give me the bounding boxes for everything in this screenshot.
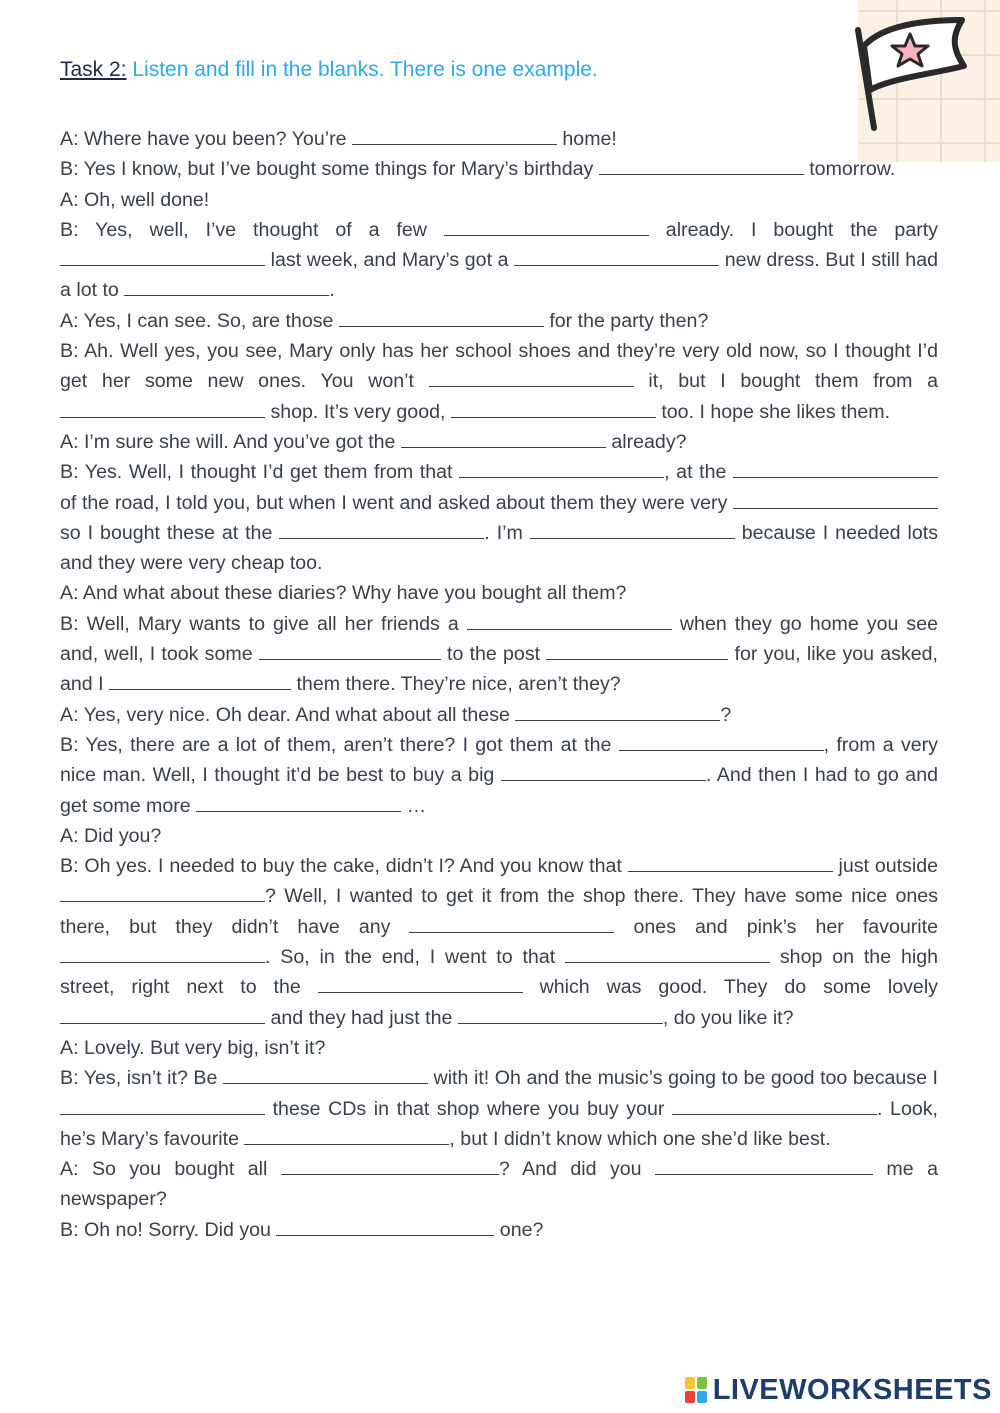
dialogue-text-segment: shop. It’s very good, — [265, 400, 451, 423]
answer-blank[interactable] — [352, 126, 557, 145]
dialogue-line: B: Yes, isn’t it? Be with it! Oh and the music’s going to be good too because I these CDs in that shop where you buy your . Look, he’s Mary’s favourite , but I didn’t know which one she’d like best. — [60, 1067, 938, 1150]
dialogue-text-segment: … — [401, 794, 427, 817]
speaker-label: B — [60, 158, 74, 181]
answer-blank[interactable] — [459, 459, 664, 478]
dialogue-line: B: Well, Mary wants to give all her friends a when they go home you see and, well, I took some to the post for you, like you asked, and I them there. They’re nice, aren’t they? — [60, 612, 938, 696]
speaker-label: A — [60, 128, 74, 150]
answer-blank[interactable] — [60, 247, 265, 266]
dialogue-line: B: Oh no! Sorry. Did you one? — [60, 1218, 544, 1241]
answer-blank[interactable] — [619, 732, 824, 751]
answer-blank[interactable] — [599, 156, 804, 175]
dialogue-text-segment: to the post — [440, 643, 547, 666]
speaker-label: B — [60, 1218, 74, 1241]
dialogue-text-segment: me a newspaper? — [60, 1158, 938, 1211]
answer-blank[interactable] — [409, 914, 614, 933]
dialogue-line: A: I’m sure she will. And you’ve got the already? — [60, 430, 687, 453]
answer-blank[interactable] — [276, 1217, 494, 1236]
dialogue-line: B: Yes, there are a lot of them, aren’t there? I got them at the , from a very nice man. Well, I thought it’d be best to buy a big . And then I had to go and get some more … — [60, 733, 938, 817]
brand-logo — [685, 1373, 992, 1407]
answer-blank[interactable] — [60, 883, 265, 902]
speaker-label: A — [60, 1158, 74, 1181]
answer-blank[interactable] — [281, 1156, 499, 1175]
dialogue-line: A: Oh, well done! — [60, 188, 210, 211]
answer-blank[interactable] — [60, 1005, 265, 1024]
dialogue-text-segment: them there. They’re nice, aren’t they? — [291, 673, 621, 696]
dialogue-text-segment: just outside — [832, 855, 938, 878]
dialogue-text-segment: already? — [605, 430, 687, 453]
dialogue-text-segment: , from a very nice man. Well, I thought it’d be best to buy a big — [60, 733, 938, 787]
dialogue-text-segment: . Look, he’s Mary’s favourite — [60, 1097, 938, 1150]
dialogue-text-segment: Yes, isn’t it? Be — [83, 1067, 223, 1090]
dialogue-text-segment: with it! Oh and the music’s going to be good too because I — [427, 1067, 938, 1090]
dialogue-text-segment: so I bought these at the — [60, 521, 280, 544]
dialogue-line: B: Yes, well, I’ve thought of a few already. I bought the party last week, and Mary’s got a new dress. But I still had a lot to . — [60, 218, 938, 302]
dialogue-text-segment: and they had just the — [265, 1006, 458, 1029]
dialogue-text-segment: So you bought all — [91, 1158, 281, 1181]
dialogue-text-segment: Yes, I can see. So, are those — [83, 309, 339, 332]
answer-blank[interactable] — [444, 217, 649, 236]
dialogue-text-segment: when they go home you see and, well, I took some — [60, 612, 938, 666]
dialogue-text-segment: Yes, well, I’ve thought of a few — [95, 218, 444, 241]
speaker-label: A — [60, 582, 74, 605]
answer-blank[interactable] — [530, 520, 735, 539]
answer-blank[interactable] — [196, 793, 401, 812]
dialogue-text-segment: of the road, I told you, but when I went and asked about them they were very — [60, 491, 733, 514]
speaker-label: A — [60, 1036, 74, 1059]
answer-blank[interactable] — [339, 308, 544, 327]
answer-blank[interactable] — [546, 641, 728, 660]
dialogue-text-segment: ? Well, I wanted to get it from the shop there. They have some nice ones there, but they didn’t have any — [60, 885, 938, 938]
dialogue-text-segment: . — [329, 279, 335, 302]
dialogue-line: A: So you bought all ? And did you me a newspaper? — [60, 1158, 938, 1211]
dialogue-text-segment: for you, like you asked, and I — [60, 643, 938, 696]
answer-blank[interactable] — [60, 399, 265, 418]
speaker-label: A — [60, 430, 74, 453]
answer-blank[interactable] — [109, 671, 291, 690]
answer-blank[interactable] — [60, 944, 265, 963]
dialogue-text — [60, 124, 938, 1245]
dialogue-text-segment: Yes I know, but I’ve bought some things for Mary’s birthday — [83, 158, 599, 181]
task-instruction: Listen and fill in the blanks. There is one example. — [126, 58, 598, 81]
task-label: Task 2: — [60, 58, 127, 81]
speaker-label: B — [60, 218, 74, 241]
answer-blank[interactable] — [733, 459, 938, 478]
answer-blank[interactable] — [259, 641, 441, 660]
dialogue-line: B: Yes. Well, I thought I’d get them from that , at the of the road, I told you, but when I went and asked about them they were very so I bought these at the . I’m because I needed lots and they were very cheap too. — [60, 461, 939, 575]
answer-blank[interactable] — [60, 1096, 265, 1115]
answer-blank[interactable] — [501, 762, 706, 781]
dialogue-text-segment: tomorrow. — [803, 158, 896, 181]
dialogue-text-segment: I’m sure she will. And you’ve got the — [83, 430, 401, 453]
dialogue-text-segment: ? — [720, 703, 732, 726]
dialogue-line: B: Yes I know, but I’ve bought some things for Mary’s birthday tomorrow. — [60, 158, 896, 181]
dialogue-text-segment: shop on the high street, right next to the — [60, 946, 938, 999]
dialogue-text-segment: last week, and Mary’s got a — [265, 249, 515, 272]
liveworksheets-logo-icon — [685, 1377, 707, 1403]
answer-blank[interactable] — [733, 490, 938, 509]
dialogue-line: A: And what about these diaries? Why have you bought all them? — [60, 582, 627, 605]
answer-blank[interactable] — [515, 702, 720, 721]
speaker-label: B — [60, 855, 74, 878]
answer-blank[interactable] — [672, 1096, 877, 1115]
speaker-label: B — [60, 461, 74, 484]
dialogue-text-segment: And what about these diaries? Why have you bought all them? — [82, 582, 627, 605]
dialogue-text-segment: Well, Mary wants to give all her friends a — [86, 612, 467, 635]
dialogue-text-segment: Yes, there are a lot of them, aren’t there? I got them at the — [85, 733, 619, 756]
dialogue-text-segment: , but I didn’t know which one she’d like best. — [449, 1127, 831, 1150]
speaker-label: B — [60, 340, 74, 363]
dialogue-text-segment: Ah. Well yes, you see, Mary only has her school shoes and they’re very old now, so I thought I’d get her some new ones. You won’t — [60, 340, 938, 393]
dialogue-text-segment: which was good. They do some lovely — [522, 976, 938, 999]
dialogue-text-segment: ? And did you — [498, 1158, 655, 1181]
answer-blank[interactable] — [451, 399, 656, 418]
answer-blank[interactable] — [655, 1156, 873, 1175]
dialogue-text-segment: . And then I had to go and get some more — [60, 764, 938, 817]
task-heading — [60, 58, 598, 82]
brand-name: LIVEWORKSHEETS — [712, 1373, 992, 1406]
dialogue-text-segment: . So, in the end, I went to that — [265, 946, 566, 969]
dialogue-text-segment: Yes. Well, I thought I’d get them from that — [84, 461, 460, 484]
answer-blank[interactable] — [223, 1065, 428, 1084]
answer-blank[interactable] — [244, 1126, 449, 1145]
dialogue-text-segment: Oh, well done! — [83, 188, 210, 211]
answer-blank[interactable] — [458, 1005, 663, 1024]
answer-blank[interactable] — [279, 520, 484, 539]
dialogue-line: A: Lovely. But very big, isn’t it? — [60, 1036, 326, 1059]
dialogue-text-segment: , do you like it? — [662, 1006, 794, 1029]
dialogue-line: A: Where have you been? You’re home! — [60, 128, 617, 150]
dialogue-text-segment: Yes, very nice. Oh dear. And what about all these — [83, 703, 516, 726]
dialogue-text-segment: Oh no! Sorry. Did you — [83, 1218, 277, 1241]
answer-blank[interactable] — [318, 974, 523, 993]
dialogue-text-segment: Did you? — [83, 824, 162, 847]
dialogue-line: B: Oh yes. I needed to buy the cake, didn’t I? And you know that just outside ? Well, I wanted to get it from the shop there. They have some nice ones there, but they didn’t have any ones and pink’s her favourite . So, in the end, I went to that shop on the high street, right next to the which was good. They do some lovely and they had just the , do you like it? — [60, 855, 938, 1029]
dialogue-text-segment: . I’m — [484, 521, 530, 544]
answer-blank[interactable] — [124, 277, 329, 296]
speaker-label: A — [60, 309, 74, 332]
dialogue-text-segment: already. I bought the party — [648, 218, 938, 241]
dialogue-text-segment: Where have you been? You’re — [83, 128, 352, 150]
speaker-label: A — [60, 188, 74, 211]
dialogue-text-segment: these CDs in that shop where you buy your — [265, 1097, 673, 1120]
speaker-label: A — [60, 703, 74, 726]
dialogue-text-segment: Lovely. But very big, isn’t it? — [83, 1036, 326, 1059]
dialogue-text-segment: new dress. But I still had a lot to — [60, 249, 938, 302]
answer-blank[interactable] — [628, 853, 833, 872]
answer-blank[interactable] — [514, 247, 719, 266]
dialogue-text-segment: Oh yes. I needed to buy the cake, didn’t I? And you know that — [84, 855, 628, 878]
dialogue-text-segment: it, but I bought them from a — [633, 370, 939, 393]
answer-blank[interactable] — [467, 611, 672, 630]
speaker-label: B — [60, 1067, 74, 1090]
speaker-label: B — [60, 612, 74, 635]
dialogue-text-segment: ones and pink’s her favourite — [614, 915, 938, 938]
dialogue-text-segment: for the party then? — [543, 309, 709, 332]
dialogue-text-segment: too. I hope she likes them. — [655, 400, 891, 423]
dialogue-line: B: Ah. Well yes, you see, Mary only has her school shoes and they’re very old now, so I thought I’d get her some new ones. You won’t it, but I bought them from a shop. It’s very good, too. I hope she likes them. — [60, 340, 939, 423]
dialogue-text-segment: home! — [556, 128, 617, 150]
dialogue-line: A: Yes, I can see. So, are those for the party then? — [60, 309, 709, 332]
dialogue-text-segment: one? — [494, 1218, 544, 1241]
dialogue-line: A: Yes, very nice. Oh dear. And what about all these ? — [60, 703, 732, 726]
answer-blank[interactable] — [565, 944, 770, 963]
speaker-label: B — [60, 733, 74, 756]
answer-blank[interactable] — [401, 429, 606, 448]
speaker-label: A — [60, 824, 74, 847]
dialogue-text-segment: because I needed lots and they were very cheap too. — [60, 521, 939, 575]
dialogue-line: A: Did you? — [60, 824, 162, 847]
dialogue-text-segment: , at the — [664, 461, 733, 484]
answer-blank[interactable] — [429, 368, 634, 387]
